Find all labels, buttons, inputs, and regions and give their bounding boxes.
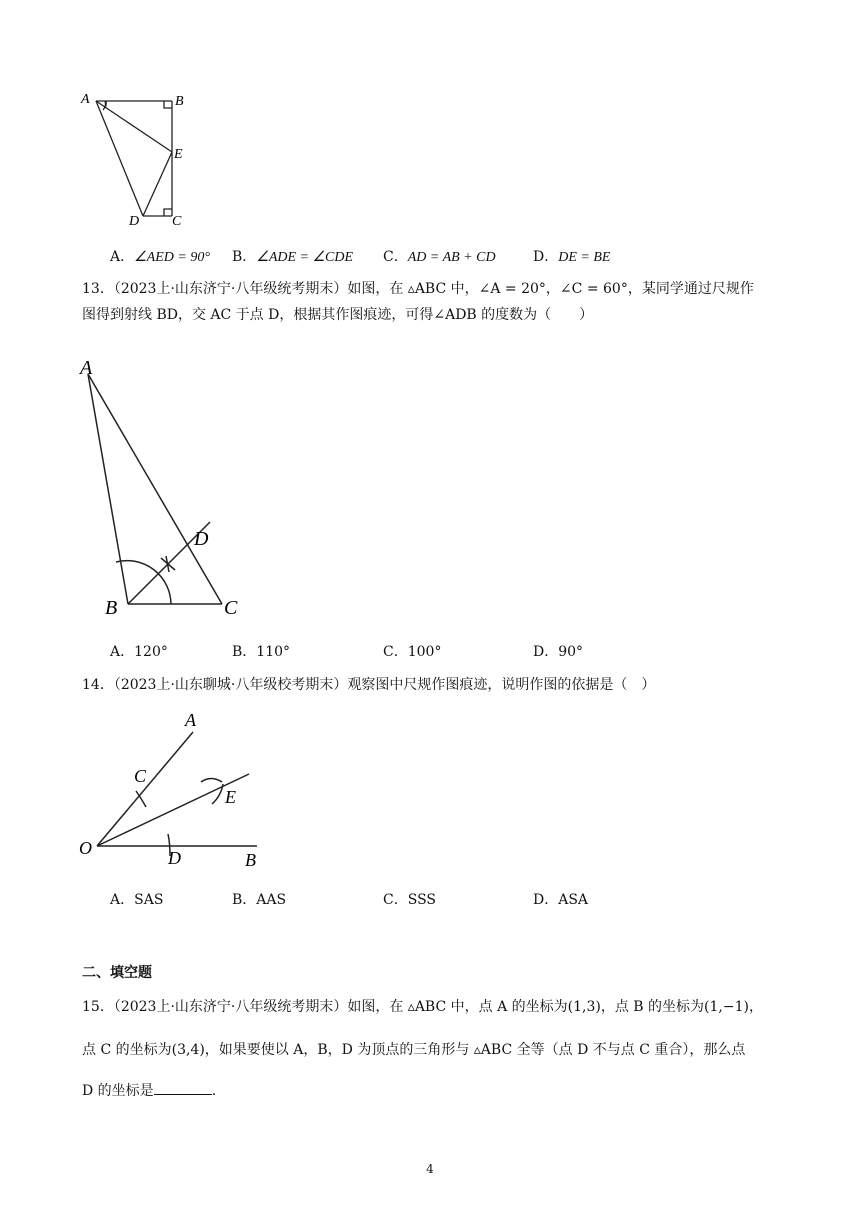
- option-text: 110°: [256, 644, 291, 660]
- option-letter: C．: [383, 892, 408, 908]
- option-letter: B．: [232, 249, 257, 265]
- fig14-label-o: O: [79, 838, 92, 858]
- option-letter: D．: [533, 892, 559, 908]
- fig12-label-c: C: [172, 214, 182, 229]
- q13-line-1: 13．（2023上·山东济宁·八年级统考期末）如图，在 ▵ABC 中，∠A = 20°，∠C = 60°，某同学通过尺规作: [82, 281, 754, 297]
- option-letter: C．: [383, 249, 408, 265]
- section-title: 二、填空题: [82, 965, 152, 981]
- option-letter: B．: [232, 644, 257, 660]
- option-text: 90°: [558, 644, 584, 660]
- fig12-label-b: B: [175, 94, 184, 109]
- fig14-label-c: C: [134, 766, 147, 786]
- option-text: ∠ADE = ∠CDE: [256, 250, 354, 265]
- fig12-label-d: D: [129, 214, 140, 229]
- page-number: 4: [426, 1162, 434, 1176]
- option-letter: B．: [232, 892, 257, 908]
- q15-line-3: [82, 1080, 216, 1101]
- fig13-label-c: C: [224, 597, 238, 619]
- option-text: AAS: [256, 892, 287, 908]
- figure-q12: [75, 88, 195, 233]
- q13-option-d[interactable]: [533, 642, 583, 662]
- q12-option-c[interactable]: [383, 247, 496, 268]
- q12-option-b[interactable]: [232, 247, 353, 268]
- option-letter: A．: [110, 249, 135, 265]
- fig12-label-e: E: [174, 147, 183, 162]
- option-letter: C．: [383, 644, 408, 660]
- q15-line-1: 15．（2023上·山东济宁·八年级统考期末）如图，在 ▵ABC 中，点 A 的坐标为(1,3)，点 B 的坐标为(1,−1)，: [82, 999, 763, 1015]
- fig14-label-d: D: [168, 848, 181, 868]
- option-text: ASA: [558, 892, 589, 908]
- fig13-label-d: D: [194, 528, 209, 550]
- q14-option-d[interactable]: [533, 890, 588, 910]
- figure-q13: [75, 352, 255, 622]
- q14-option-c[interactable]: [383, 890, 436, 910]
- option-text: SAS: [134, 892, 164, 908]
- option-text: 120°: [134, 644, 168, 660]
- option-letter: A．: [110, 644, 135, 660]
- option-text: ∠AED = 90°: [134, 250, 210, 265]
- fig12-label-a: A: [81, 92, 90, 107]
- q13-option-a[interactable]: [110, 642, 168, 662]
- option-letter: D．: [533, 644, 559, 660]
- fig14-label-a: A: [185, 710, 196, 730]
- option-text: DE = BE: [558, 250, 611, 265]
- q14-option-b[interactable]: [232, 890, 286, 910]
- option-letter: D．: [533, 249, 559, 265]
- option-text: SSS: [407, 892, 436, 908]
- q12-option-d[interactable]: [533, 247, 610, 268]
- option-text: AD = AB + CD: [407, 250, 496, 265]
- q14-line-1: 14．（2023上·山东聊城·八年级校考期末）观察图中尺规作图痕迹，说明作图的依据是（ ）: [82, 677, 656, 693]
- fig14-label-b: B: [245, 850, 256, 870]
- q14-option-a[interactable]: [110, 890, 163, 910]
- option-text: 100°: [407, 644, 442, 660]
- q13-option-b[interactable]: [232, 642, 290, 662]
- figure-q14: [75, 708, 275, 873]
- fig14-label-e: E: [225, 787, 236, 807]
- fig13-label-b: B: [105, 597, 118, 619]
- answer-blank[interactable]: [154, 1080, 212, 1095]
- q15-line-3-end: .: [211, 1083, 217, 1099]
- q12-option-a[interactable]: [110, 247, 210, 268]
- q15-line-2: 点 C 的坐标为(3,4)，如果要使以 A，B，D 为顶点的三角形与 ▵ABC 全等（点 D 不与点 C 重合），那么点: [82, 1042, 746, 1058]
- q13-line-2: 图得到射线 BD，交 AC 于点 D，根据其作图痕迹，可得∠ADB 的度数为（ ）: [82, 307, 594, 323]
- q15-line-3-text: D 的坐标是: [82, 1083, 154, 1099]
- option-letter: A．: [110, 892, 135, 908]
- q13-option-c[interactable]: [383, 642, 441, 662]
- fig13-label-a: A: [80, 357, 93, 379]
